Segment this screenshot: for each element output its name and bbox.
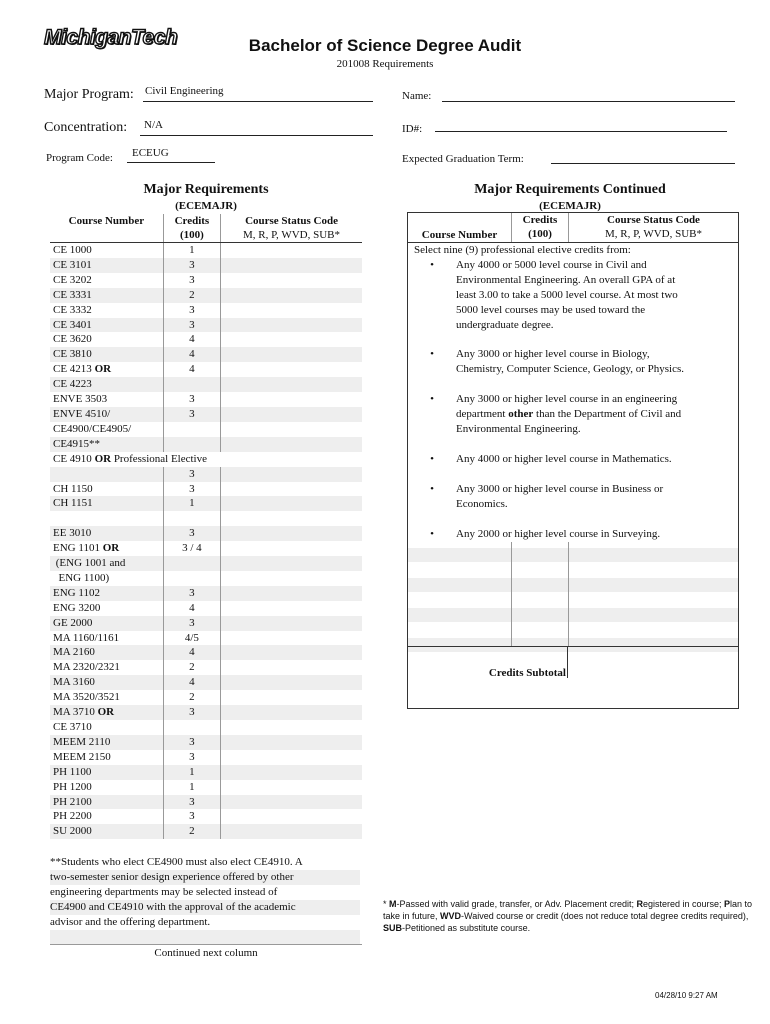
graduation-term-label: Expected Graduation Term: (402, 153, 524, 165)
senior-design-note (50, 855, 360, 945)
course-number: CE4900/CE4905/ (53, 422, 132, 435)
table-row (50, 690, 362, 705)
table-row (50, 288, 362, 303)
bullet-icon: • (430, 482, 434, 495)
elective-option-text: Any 2000 or higher level course in Surveying. (456, 527, 661, 540)
table-row (50, 541, 362, 556)
course-status-field[interactable] (221, 750, 362, 765)
program-code-value: ECEUG (132, 147, 169, 159)
course-status-field[interactable] (221, 660, 362, 675)
col-status: Course Status Code M, R, P, WVD, SUB* (605, 214, 702, 240)
table-row (50, 735, 362, 750)
course-status-field[interactable] (221, 362, 362, 377)
table-row (50, 675, 362, 690)
table-row (50, 526, 362, 541)
course-status-field[interactable] (221, 258, 362, 273)
course-credits: 3 (163, 467, 220, 482)
course-number: MA 3710 OR (50, 705, 163, 720)
course-number: MA 1160/1161 (53, 631, 120, 644)
course-status-field[interactable] (221, 765, 362, 780)
course-credits: 2 (163, 660, 220, 675)
course-number: CE 3331 (50, 288, 163, 303)
course-number: MA 2160 (50, 645, 163, 660)
course-credits: 4 (163, 347, 220, 362)
elective-option-text: Any 3000 or higher level course in Biology, Chemistry, Computer Science, Geology, or Physics. (456, 348, 685, 376)
elective-option-text: Any 3000 or higher level course in an engineering department other than the Department of Civil and Environmental Engineering. (456, 393, 682, 436)
bullet-icon: • (430, 527, 434, 540)
course-number (50, 467, 163, 482)
note-line: two-semester senior design experience offered by other (50, 870, 360, 885)
table-row (50, 795, 362, 810)
course-status-field[interactable] (221, 780, 362, 795)
course-number: PH 2200 (53, 810, 92, 823)
table-row (50, 556, 362, 571)
course-credits: 3 (163, 482, 220, 497)
course-number: ENG 1100) (53, 571, 110, 584)
table-row (50, 705, 362, 720)
major-requirements-table (50, 214, 362, 839)
table-row (50, 720, 362, 735)
course-credits: 2 (163, 690, 220, 705)
id-label: ID#: (402, 123, 423, 135)
course-credits: 3 (163, 735, 220, 750)
course-credits: 3 / 4 (163, 541, 220, 556)
course-credits (163, 377, 220, 392)
course-status-field[interactable] (221, 482, 362, 497)
course-number: CH 1151 (50, 496, 163, 511)
course-number: ENG 3200 (53, 601, 101, 614)
table-row (50, 482, 362, 497)
course-number: CE 3401 (50, 318, 163, 333)
course-status-field[interactable] (221, 407, 362, 422)
course-status-field[interactable] (221, 809, 362, 824)
concentration-field[interactable] (140, 118, 373, 136)
course-number: MEEM 2110 (50, 735, 163, 750)
note-line: **Students who elect CE4900 must also elect CE4910. A (50, 856, 303, 868)
course-status-field[interactable] (221, 511, 362, 526)
col-course-number: Course Number (421, 229, 498, 241)
course-number: CE 3332 (53, 303, 92, 316)
course-status-field[interactable] (221, 675, 362, 690)
course-number: CE 1000 (53, 244, 92, 256)
table-row (50, 750, 362, 765)
major-requirements-continued-heading: Major Requirements Continued (474, 182, 666, 197)
major-program-value: Civil Engineering (145, 85, 224, 97)
elective-table-body (408, 243, 738, 708)
elective-option-text: Any 4000 or higher level course in Mathematics. (456, 452, 672, 465)
credits-subtotal-label: Credits Subtotal (488, 666, 566, 679)
course-status-field[interactable] (221, 318, 362, 333)
course-number: CE 3202 (53, 273, 92, 286)
course-status-field[interactable] (221, 273, 362, 288)
course-number: EE 3010 (50, 526, 163, 541)
course-status-field[interactable] (221, 288, 362, 303)
course-number: PH 2100 (50, 795, 163, 810)
table-row (50, 422, 362, 437)
course-credits: 4/5 (163, 631, 220, 646)
elective-option (408, 347, 738, 377)
table-row (50, 660, 362, 675)
table-row (50, 273, 362, 288)
course-number: MEEM 2150 (53, 750, 111, 763)
course-status-field[interactable] (221, 645, 362, 660)
course-status-field[interactable] (221, 332, 362, 347)
course-credits: 3 (163, 750, 220, 765)
course-number: PH 1100 (50, 765, 163, 780)
table-row (50, 258, 362, 273)
course-number: GE 2000 (50, 616, 163, 631)
course-credits (163, 437, 220, 452)
table-row (50, 780, 362, 795)
course-credits: 1 (163, 765, 220, 780)
bullet-icon: • (430, 393, 434, 406)
elective-table-header (408, 213, 738, 243)
course-status-field[interactable] (221, 541, 362, 556)
elective-option-text: Any 3000 or higher level course in Business or Economics. (456, 482, 664, 510)
elective-option (408, 527, 738, 542)
bullet-icon: • (430, 348, 434, 361)
table-row (50, 616, 362, 631)
course-status-field[interactable] (221, 467, 362, 482)
course-status-field[interactable] (221, 303, 362, 318)
course-number: SU 2000 (50, 824, 163, 839)
program-code-label: Program Code: (46, 152, 113, 164)
course-status-field[interactable] (221, 720, 362, 735)
course-credits: 3 (163, 705, 220, 720)
course-credits (163, 511, 220, 526)
table-row (50, 601, 362, 616)
course-number: CE 4223 (50, 377, 163, 392)
bullet-icon: • (430, 258, 434, 271)
col-status: Course Status Code M, R, P, WVD, SUB* (221, 214, 362, 243)
concentration-label: Concentration: (44, 120, 128, 135)
course-number: (ENG 1001 and (50, 556, 163, 571)
course-credits: 3 (163, 273, 220, 288)
course-status-field[interactable] (221, 422, 362, 437)
table-row (50, 824, 362, 839)
course-credits: 4 (163, 332, 220, 347)
elective-blank-rows (408, 542, 738, 708)
note-line: CE4900 and CE4910 with the approval of the academic (50, 900, 360, 915)
course-status-field[interactable] (221, 437, 362, 452)
major-requirements-heading: Major Requirements (143, 182, 269, 197)
name-field[interactable] (442, 88, 735, 102)
elective-requirements-table (407, 212, 739, 709)
course-credits: 4 (163, 601, 220, 616)
course-number: CE 3101 (50, 258, 163, 273)
table-row (50, 586, 362, 601)
table-row (50, 243, 362, 258)
table-row (50, 437, 362, 452)
continued-next-column: Continued next column (50, 944, 362, 959)
course-status-field[interactable] (221, 795, 362, 810)
col-course-number: Course Number (50, 214, 163, 243)
course-status-field[interactable] (221, 556, 362, 571)
credits-subtotal-field[interactable] (567, 646, 738, 678)
course-credits: 3 (163, 407, 220, 422)
course-status-field[interactable] (221, 377, 362, 392)
course-credits: 4 (163, 645, 220, 660)
course-credits (163, 422, 220, 437)
course-status-field[interactable] (221, 571, 362, 586)
table-row (50, 809, 362, 824)
graduation-term-field[interactable] (551, 150, 735, 164)
course-status-field[interactable] (221, 243, 362, 258)
major-requirements-code: (ECEMAJR) (175, 200, 237, 212)
course-credits: 4 (163, 362, 220, 377)
table-row (50, 407, 362, 422)
course-credits: 3 (163, 526, 220, 541)
course-credits: 2 (163, 824, 220, 839)
course-number: CH 1150 (53, 482, 93, 495)
major-program-label: Major Program: (44, 87, 134, 102)
course-credits: 3 (163, 616, 220, 631)
table-row (50, 765, 362, 780)
course-status-field[interactable] (221, 705, 362, 720)
note-line: advisor and the offering department. (50, 916, 211, 928)
elective-option (408, 258, 738, 333)
elective-option (408, 452, 738, 467)
table-row (50, 496, 362, 511)
major-program-field[interactable] (143, 85, 373, 102)
course-status-field[interactable] (221, 496, 362, 511)
bullet-icon: • (430, 452, 434, 465)
course-number: MA 3520/3521 (53, 691, 120, 704)
table-row (50, 332, 362, 347)
elective-option-text: Any 4000 or 5000 level course in Civil and Environmental Engineering. An overall GPA of at least 3.00 to take a 5000 level course. At most two 5000 level courses may be used toward the undergraduate degree. (456, 258, 678, 331)
table-row (50, 347, 362, 362)
course-credits (163, 571, 220, 586)
table-row (50, 362, 362, 377)
course-status-field[interactable] (221, 690, 362, 705)
course-number: CE 4213 OR (53, 363, 112, 376)
id-field[interactable] (435, 118, 727, 132)
course-credits: 1 (163, 780, 220, 795)
course-number: ENVE 3503 (53, 393, 108, 406)
course-status-field[interactable] (221, 631, 362, 646)
table-row (50, 377, 362, 392)
elective-option (408, 482, 738, 512)
course-credits: 3 (163, 809, 220, 824)
table-row (50, 571, 362, 586)
course-credits: 1 (163, 496, 220, 511)
program-code-field[interactable] (127, 147, 215, 163)
course-credits (163, 720, 220, 735)
name-label: Name: (402, 90, 432, 102)
course-number: CE 4910 OR Professional Elective (53, 452, 207, 465)
course-status-field[interactable] (221, 616, 362, 631)
course-status-field[interactable] (221, 526, 362, 541)
course-credits: 3 (163, 318, 220, 333)
course-credits: 1 (163, 243, 220, 258)
course-number: CE 3710 (53, 720, 92, 733)
status-code-footnote: * M-Passed with valid grade, transfer, or Adv. Placement credit; Registered in course; Plan to take in future, WVD-Waived course or credit (does not reduce total degree credits required), SUB-Petitioned as substitute course. (383, 899, 753, 933)
table-row (50, 631, 362, 646)
major-requirements-continued-code: (ECEMAJR) (539, 200, 601, 212)
note-line: engineering departments may be selected instead of (50, 886, 278, 898)
col-credits: Credits (100) (511, 213, 569, 242)
course-number: ENG 1101 OR (53, 542, 120, 555)
course-number: MA 2320/2321 (53, 661, 120, 674)
table-row (50, 303, 362, 318)
course-number (50, 511, 163, 526)
course-credits: 3 (163, 303, 220, 318)
course-number: ENVE 4510/ (50, 407, 163, 422)
timestamp: 04/28/10 9:27 AM (655, 991, 718, 1000)
note-line (50, 930, 360, 945)
course-status-field[interactable] (221, 347, 362, 362)
concentration-value: N/A (144, 119, 163, 131)
course-credits: 3 (163, 258, 220, 273)
course-number: CE 3810 (50, 347, 163, 362)
col-credits: Credits (100) (163, 214, 220, 243)
course-credits (163, 556, 220, 571)
table-row (50, 318, 362, 333)
course-number: ENG 1102 (50, 586, 163, 601)
course-status-field[interactable] (221, 824, 362, 839)
course-number: CE4915** (50, 437, 163, 452)
table-row (50, 452, 362, 467)
table-row (50, 467, 362, 482)
page-title: Bachelor of Science Degree Audit (248, 36, 522, 55)
course-credits: 4 (163, 675, 220, 690)
course-status-field[interactable] (221, 586, 362, 601)
course-credits: 2 (163, 288, 220, 303)
course-credits: 3 (163, 392, 220, 407)
elective-intro: Select nine (9) professional elective credits from: (414, 244, 631, 256)
course-credits: 3 (163, 795, 220, 810)
table-row (50, 511, 362, 526)
michigan-tech-logo: MichiganTech (44, 26, 178, 49)
elective-option (408, 392, 738, 437)
course-credits: 3 (163, 586, 220, 601)
course-number: PH 1200 (53, 780, 92, 793)
course-number: MA 3160 (50, 675, 163, 690)
course-status-field[interactable] (221, 601, 362, 616)
table-row (50, 392, 362, 407)
page-subtitle: 201008 Requirements (336, 58, 434, 70)
course-status-field[interactable] (221, 392, 362, 407)
course-status-field[interactable] (221, 735, 362, 750)
course-number: CE 3620 (53, 333, 92, 346)
table-row (50, 645, 362, 660)
